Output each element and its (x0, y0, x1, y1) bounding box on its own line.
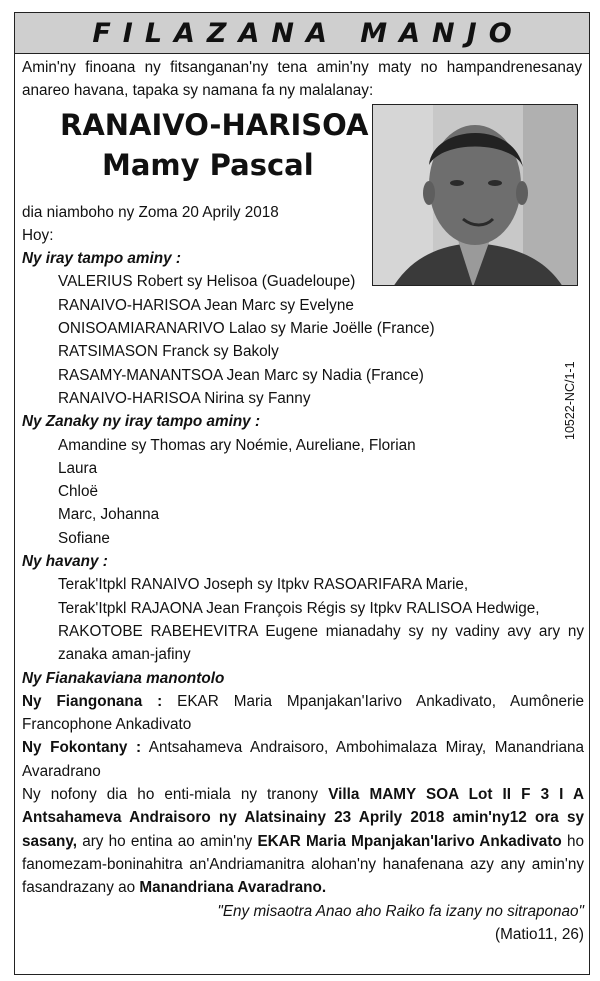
relatives-heading: Ny havany : (22, 553, 108, 571)
list-item: ONISOAMIARANARIVO Lalao sy Marie Joëlle (France) (58, 320, 435, 338)
notice-body (22, 56, 584, 946)
list-item: Amandine sy Thomas ary Noémie, Aureliane, Florian (58, 436, 416, 454)
list-item: RAKOTOBE RABEHEVITRA Eugene mianadahy sy ny vadiny avy ary ny zanaka aman-jafiny (58, 622, 584, 664)
bible-reference: (Matio11, 26) (495, 925, 584, 943)
list-item: RANAIVO-HARISOA Nirina sy Fanny (58, 389, 311, 407)
burial-paragraph (22, 783, 584, 899)
deceased-surname: RANAIVO-HARISOA (60, 107, 369, 142)
death-notice: dia niamboho ny Zoma 20 Aprily 2018 (22, 203, 279, 221)
fokontany-label: Ny Fokontany : (22, 739, 142, 757)
bible-quote: "Eny misaotra Anao aho Raiko fa izany no sitraponao" (217, 902, 584, 920)
list-item: RASAMY-MANANTSOA Jean Marc sy Nadia (France) (58, 366, 424, 384)
list-item: Sofiane (58, 529, 110, 547)
list-item: RANAIVO-HARISOA Jean Marc sy Evelyne (58, 296, 354, 314)
burial-text-3: ho fanomezam-boninahitra an'Andriamanitra alohan'ny hanafenana azy any amin'ny fasandrazany ao (22, 832, 584, 897)
family-heading: Ny Fianakaviana manontolo (22, 669, 225, 687)
burial-text-2: ary ho entina ao amin'ny (77, 832, 258, 850)
nephews-heading: Ny Zanaky ny iray tampo aminy : (22, 413, 261, 431)
burial-bold-1: Villa MAMY SOA Lot II F 3 I A Antsahameva Andraisoro ny Alatsinainy 23 Aprily 2018 amin'ny12 ora sy sasany, (22, 786, 584, 850)
church-text: EKAR Maria Mpanjakan'Iarivo Ankadivato, Aumônerie Francophone Ankadivato (22, 692, 584, 734)
burial-bold-2: EKAR Maria Mpanjakan'Iarivo Ankadivato (257, 832, 562, 850)
intro-text: Amin'ny finoana ny fitsanganan'ny tena amin'ny maty no hampandrenesanay anareo havana, tapaka sy namana fa ny malalanay: (22, 59, 582, 100)
list-item: Terak'Itpkl RANAIVO Joseph sy Itpkv RASOARIFARA Marie, (58, 576, 469, 594)
church-label: Ny Fiangonana : (22, 692, 163, 710)
list-item: VALERIUS Robert sy Helisoa (Guadeloupe) (58, 273, 356, 291)
notice-header (14, 12, 590, 54)
list-item: Marc, Johanna (58, 506, 160, 524)
fokontany-text: Antsahameva Andraisoro, Ambohimalaza Miray, Manandriana Avaradrano (22, 739, 584, 780)
list-item: Chloë (58, 483, 98, 501)
fokontany-paragraph (22, 736, 584, 783)
siblings-heading: Ny iray tampo aminy : (22, 250, 181, 268)
list-item: Laura (58, 459, 98, 477)
list-item: Terak'Itpkl RAJAONA Jean François Régis sy Itpkv RALISOA Hedwige, (58, 599, 540, 617)
notice-title: FILAZANA MANJO (92, 17, 524, 49)
burial-bold-3: Manandriana Avaradrano. (139, 879, 327, 897)
ad-code: 10522-NC/1-1 (563, 361, 577, 440)
list-item: RATSIMASON Franck sy Bakoly (58, 343, 279, 361)
hoy-label: Hoy: (22, 226, 54, 244)
deceased-given-names: Mamy Pascal (102, 147, 314, 182)
church-paragraph (22, 690, 584, 737)
burial-text-1: Ny nofony dia ho enti-miala ny tranony (22, 786, 329, 804)
